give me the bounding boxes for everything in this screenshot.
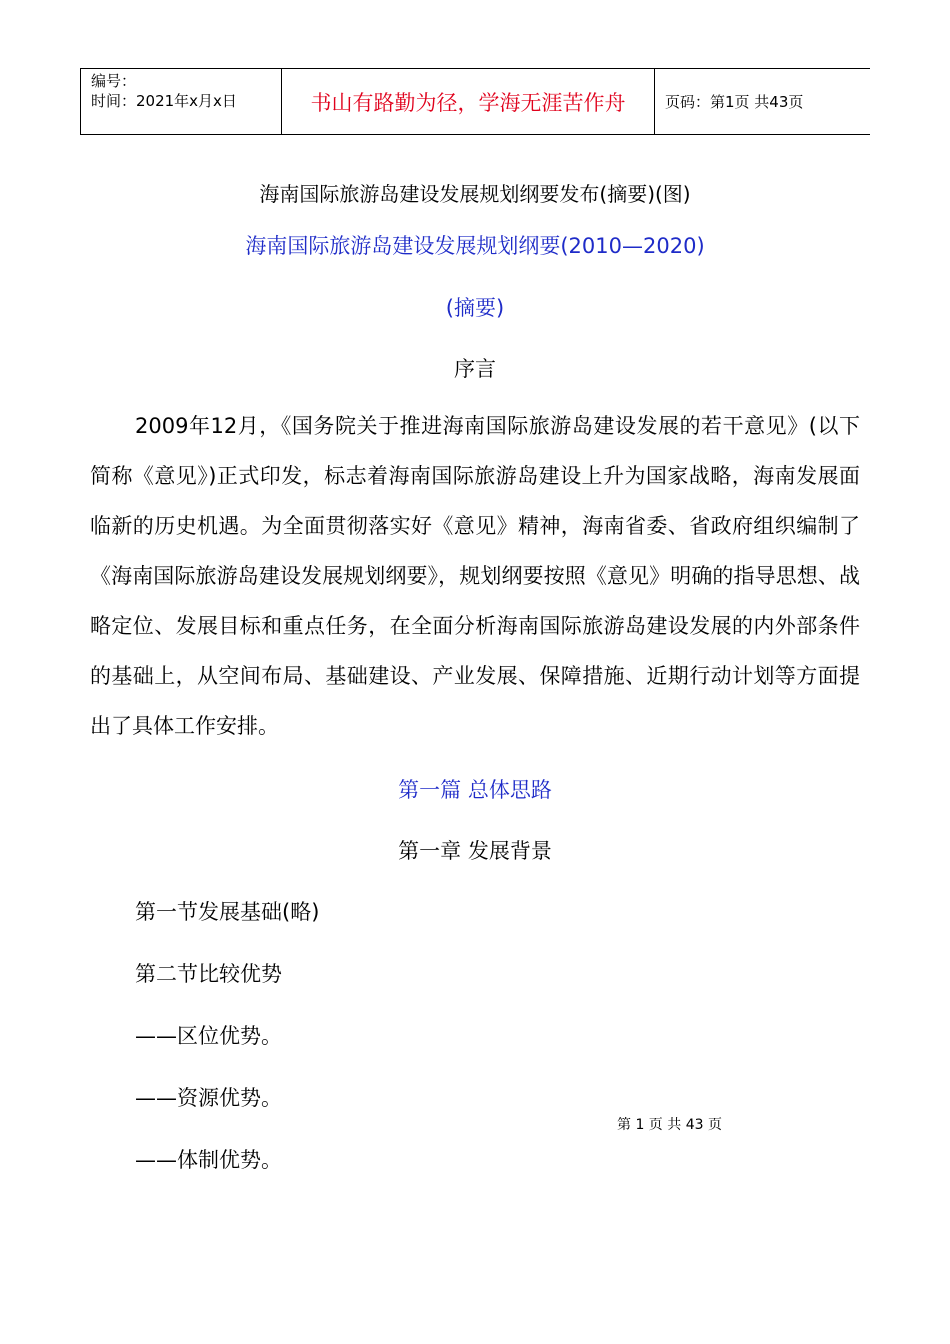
- header-page-cell: [655, 69, 870, 134]
- header-motto-cell: [282, 69, 655, 134]
- page-footer: 第 1 页 共 43 页: [617, 1117, 722, 1133]
- document-title: 海南国际旅游岛建设发展规划纲要发布(摘要)(图): [259, 182, 691, 206]
- page-info-text: 页码：第1页 共43页: [665, 93, 804, 111]
- motto-text: 书山有路勤为径，学海无涯苦作舟: [310, 90, 626, 115]
- advantage-item: ——资源优势。: [135, 1086, 282, 1110]
- document-time-label: 时间：2021年x月x日: [91, 92, 237, 110]
- header-table: [80, 68, 870, 135]
- section-heading-2: 第二节比较优势: [135, 962, 282, 986]
- preface-heading: 序言: [454, 357, 496, 381]
- advantage-item: ——体制优势。: [135, 1148, 282, 1172]
- preface-paragraph: 2009年12月，《国务院关于推进海南国际旅游岛建设发展的若干意见》(以下简称《意见》)正式印发，标志着海南国际旅游岛建设上升为国家战略，海南发展面临新的历史机遇。为全面贯彻落实好《意见》精神，海南省委、省政府组织编制了《海南国际旅游岛建设发展规划纲要》，规划纲要按照《意见》明确的指导思想、战略定位、发展目标和重点任务，在全面分析海南国际旅游岛建设发展的内外部条件的基础上，从空间布局、基础建设、产业发展、保障措施、近期行动计划等方面提出了具体工作安排。: [90, 414, 860, 738]
- chapter-heading: 第一章 发展背景: [398, 839, 552, 863]
- header-meta-cell: [81, 69, 282, 134]
- document-subtitle: 海南国际旅游岛建设发展规划纲要(2010—2020): [245, 234, 705, 258]
- document-number-label: 编号：: [91, 72, 137, 90]
- advantage-item: ——区位优势。: [135, 1024, 282, 1048]
- part-heading: 第一篇 总体思路: [398, 778, 552, 802]
- section-heading-1: 第一节发展基础(略): [135, 900, 320, 924]
- document-subtitle-note: (摘要): [445, 296, 505, 320]
